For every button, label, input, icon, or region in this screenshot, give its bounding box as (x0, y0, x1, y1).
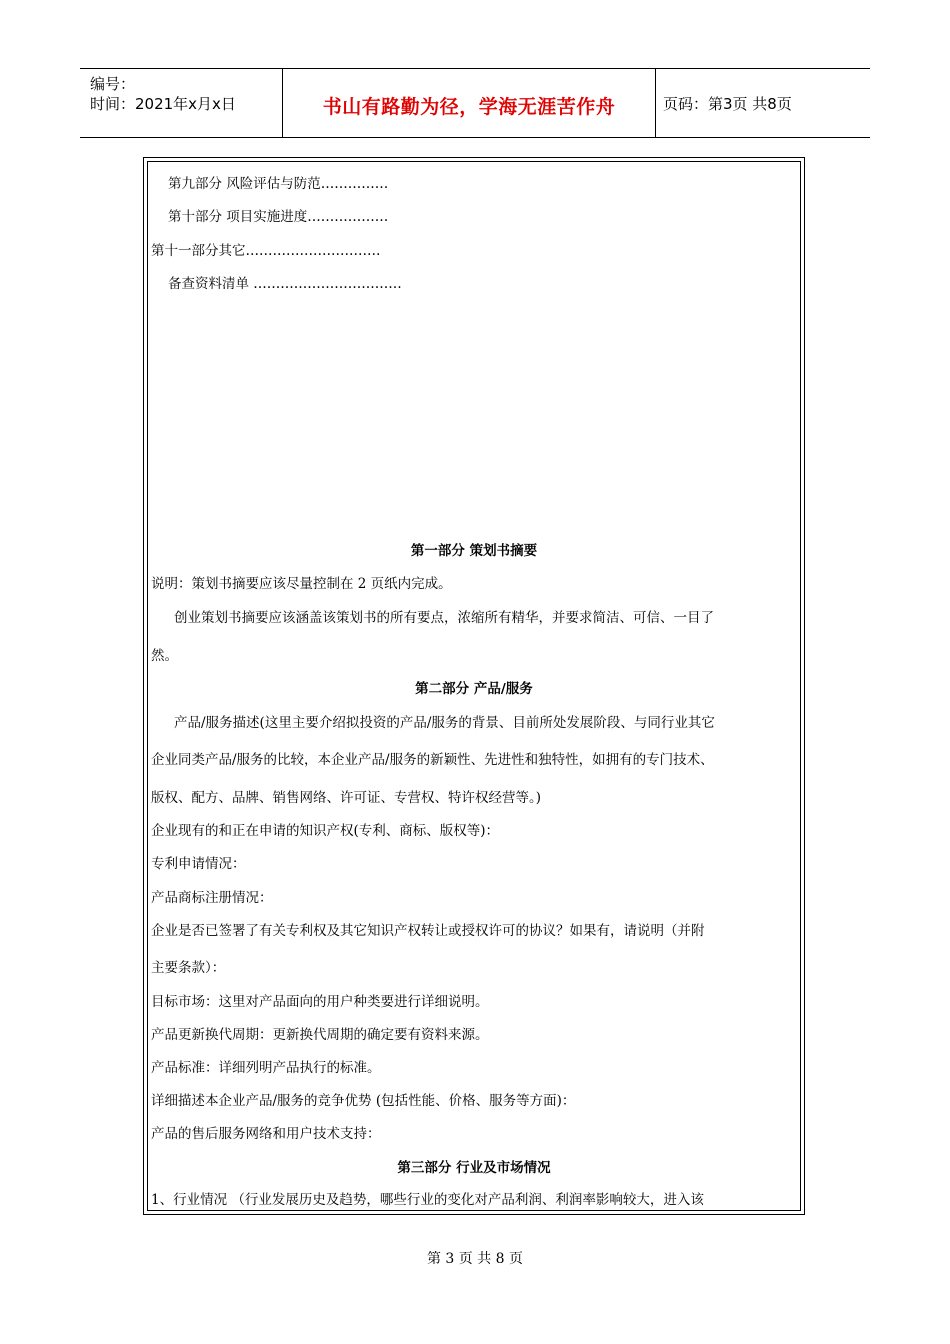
toc-item-part9: 第九部分 风险评估与防范…………… (168, 176, 389, 192)
part2-patent-status: 专利申请情况： (151, 856, 246, 872)
part1-paragraph-line1: 创业策划书摘要应该涵盖该策划书的所有要点，浓缩所有精华，并要求简洁、可信、一目了 (174, 610, 714, 626)
part2-license-line2: 主要条款）： (151, 960, 226, 976)
part2-heading: 第二部分 产品/服务 (415, 681, 533, 697)
header-motto: 书山有路勤为径，学海无涯苦作舟 (322, 96, 616, 118)
part3-heading: 第三部分 行业及市场情况 (397, 1160, 551, 1176)
part2-target-market: 目标市场：这里对产品面向的用户种类要进行详细说明。 (151, 994, 489, 1010)
content-frame (143, 157, 805, 1215)
toc-item-part11: 第十一部分其它………………………… (151, 243, 381, 259)
part1-heading: 第一部分 策划书摘要 (410, 543, 538, 559)
part2-ip-rights: 企业现有的和正在申请的知识产权(专利、商标、版权等)： (151, 823, 500, 839)
document-header (80, 68, 870, 138)
part3-industry-line1: 1、行业情况 （行业发展历史及趋势，哪些行业的变化对产品利润、利润率影响较大，进入该 (151, 1192, 704, 1208)
part2-update-cycle: 产品更新换代周期：更新换代周期的确定要有资料来源。 (151, 1027, 489, 1043)
part2-description-line1: 产品/服务描述(这里主要介绍拟投资的产品/服务的背景、目前所处发展阶段、与同行业其它 (174, 715, 715, 731)
part1-note: 说明：策划书摘要应该尽量控制在 2 页纸内完成。 (151, 576, 452, 592)
part1-paragraph-line2: 然。 (151, 648, 178, 664)
header-page-info: 页码：第3页 共8页 (663, 95, 792, 113)
toc-item-part10: 第十部分 项目实施进度……………… (168, 209, 389, 225)
part2-description-line2: 企业同类产品/服务的比较，本企业产品/服务的新颖性、先进性和独特性，如拥有的专门技术、 (151, 752, 714, 768)
header-motto-cell (282, 69, 656, 137)
part2-after-sales: 产品的售后服务网络和用户技术支持： (151, 1126, 381, 1142)
header-page-cell (655, 69, 870, 137)
part2-product-standard: 产品标准：详细列明产品执行的标准。 (151, 1060, 381, 1076)
part2-license-line1: 企业是否已签署了有关专利权及其它知识产权转让或授权许可的协议？如果有，请说明（并附 (151, 923, 705, 939)
part2-trademark-status: 产品商标注册情况： (151, 890, 273, 906)
toc-item-appendix: 备查资料清单 …………………………… (168, 276, 402, 292)
document-number-label: 编号： (90, 75, 136, 93)
part2-description-line3: 版权、配方、品牌、销售网络、许可证、专营权、特许权经营等。) (151, 790, 542, 806)
part2-competitive-advantage: 详细描述本企业产品/服务的竞争优势 (包括性能、价格、服务等方面)： (151, 1093, 576, 1109)
header-meta-cell (80, 69, 282, 137)
page-footer: 第 3 页 共 8 页 (426, 1251, 524, 1267)
document-date-label: 时间：2021年x月x日 (90, 95, 236, 113)
